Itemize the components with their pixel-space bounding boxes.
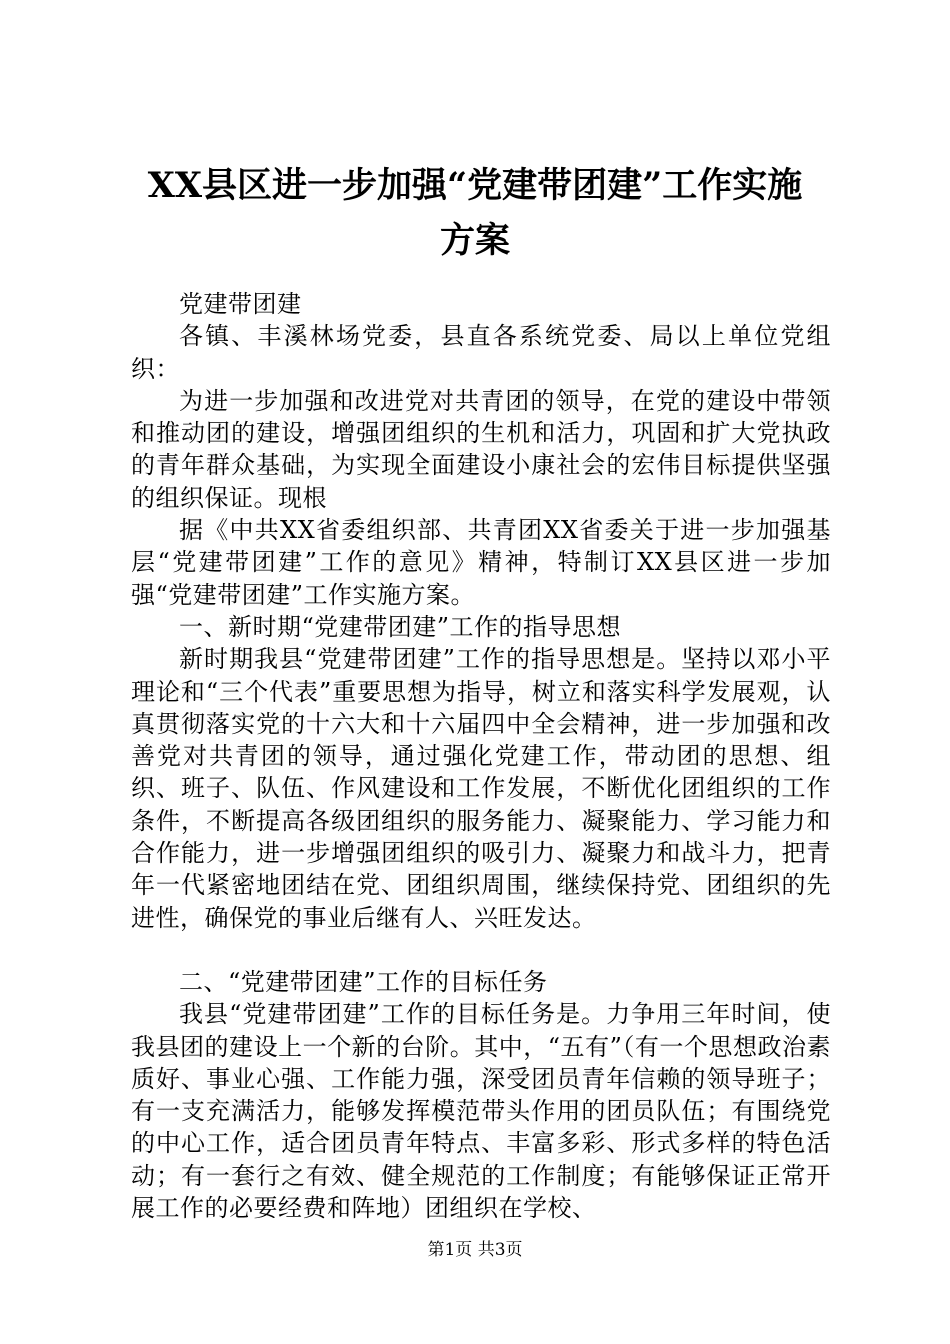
document-title-line-1: XX县区进一步加强“党建带团建”工作实施 xyxy=(147,165,803,206)
section-heading-2: 二、“党建带团建”工作的目标任务 xyxy=(179,967,548,996)
paragraph-addressee: 各镇、丰溪林场党委，县直各系统党委、局以上单位党组织： xyxy=(131,322,831,383)
page-number: 第1页 共3页 xyxy=(427,1240,523,1260)
section-heading-1: 一、新时期“党建带团建”工作的指导思想 xyxy=(179,612,622,641)
document-title-line-2: 方案 xyxy=(439,220,510,261)
paragraph-basis: 据《中共XX省委组织部、共青团XX省委关于进一步加强基层“党建带团建”工作的意见》精神，特制订XX县区进一步加强“党建带团建”工作实施方案。 xyxy=(131,516,831,609)
paragraph-guiding-thought: 新时期我县“党建带团建”工作的指导思想是。坚持以邓小平理论和“三个代表”重要思想为指导，树立和落实科学发展观，认真贯彻落实党的十六大和十六届四中全会精神，进一步加强和改善党对共青团的领导，通过强化党建工作，带动团的思想、组织、班子、队伍、作风建设和工作发展，不断优化团组织的工作条件，不断提高各级团组织的服务能力、凝聚能力、学习能力和合作能力，进一步增强团组织的吸引力、凝聚力和战斗力，把青年一代紧密地团结在党、团组织周围，继续保持党、团组织的先进性，确保党的事业后继有人、兴旺发达。 xyxy=(131,645,831,932)
paragraph-intro: 为进一步加强和改进党对共青团的领导，在党的建设中带领和推动团的建设，增强团组织的生机和活力，巩固和扩大党执政的青年群众基础，为实现全面建设小康社会的宏伟目标提供坚强的组织保证。现根 xyxy=(131,386,831,512)
document-body xyxy=(131,288,831,1224)
paragraph-targets: 我县“党建带团建”工作的目标任务是。力争用三年时间，使我县团的建设上一个新的台阶。其中，“五有”（有一个思想政治素质好、事业心强、工作能力强，深受团员青年信赖的领导班子；有一支充满活力，能够发挥模范带头作用的团员队伍；有围绕党的中心工作，适合团员青年特点、丰富多彩、形式多样的特色活动；有一套行之有效、健全规范的工作制度；有能够保证正常开展工作的必要经费和阵地）团组织在学校、 xyxy=(131,1000,831,1223)
paragraph-keyword: 党建带团建 xyxy=(179,290,302,318)
